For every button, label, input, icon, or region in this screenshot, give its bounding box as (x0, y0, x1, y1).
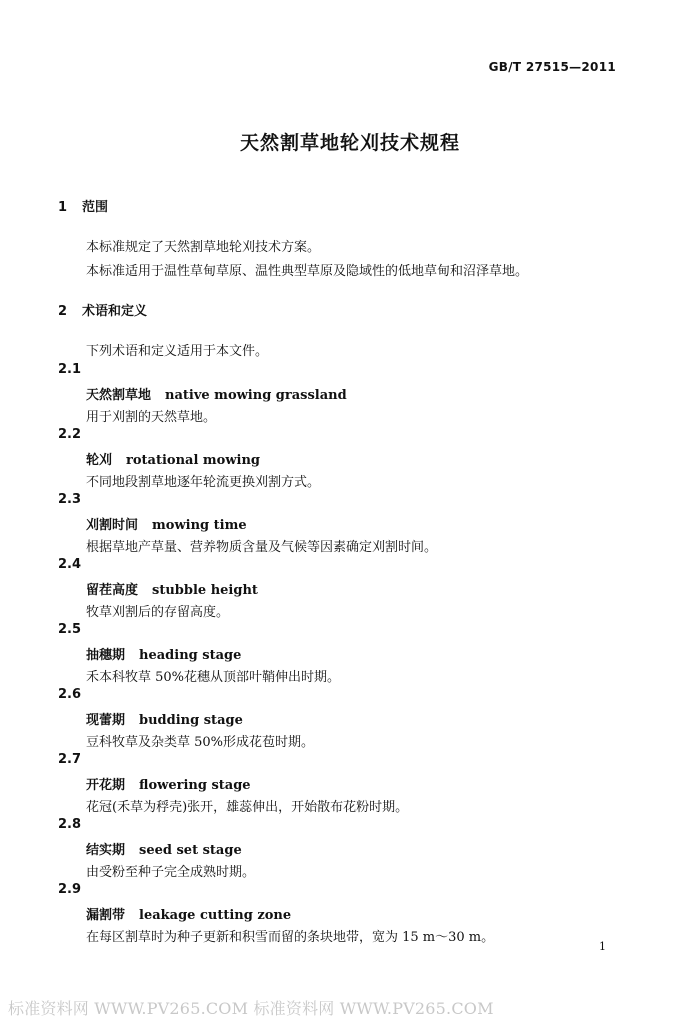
term-english: flowering stage (139, 778, 251, 793)
page-number: 1 (599, 940, 606, 953)
scope-paragraph-2: 本标准适用于温性草甸草原、温性典型草原及隐域性的低地草甸和沼泽草地。 (86, 264, 529, 279)
term-entry (86, 644, 241, 663)
term-entry (86, 774, 251, 793)
definitions-intro: 下列术语和定义适用于本文件。 (86, 344, 269, 359)
term-definition: 不同地段割草地逐年轮流更换刈割方式。 (86, 475, 321, 490)
term-chinese: 轮刈 (86, 453, 113, 468)
term-definition: 在每区割草时为种子更新和积雪而留的条块地带，宽为 15 m～30 m。 (86, 930, 495, 945)
section-title: 范围 (82, 200, 109, 215)
term-definition: 牧草刈割后的存留高度。 (86, 605, 230, 620)
term-definition: 花冠(禾草为稃壳)张开，雄蕊伸出，开始散布花粉时期。 (86, 800, 409, 815)
watermark: 标准资料网 WWW.PV265.COM 标准资料网 WWW.PV265.COM (8, 999, 494, 1018)
term-entry (86, 449, 260, 468)
term-definition: 禾本科牧草 50%花穗从顶部叶鞘伸出时期。 (86, 670, 341, 685)
section-2-heading (58, 300, 147, 319)
term-entry (86, 514, 247, 533)
term-entry (86, 709, 243, 728)
clause-number: 2.2 (58, 427, 82, 442)
term-chinese: 天然割草地 (86, 388, 152, 403)
term-definition: 豆科牧草及杂类草 50%形成花苞时期。 (86, 735, 315, 750)
term-english: leakage cutting zone (139, 908, 292, 923)
term-definition: 用于刈割的天然草地。 (86, 410, 217, 425)
term-english: stubble height (152, 583, 258, 598)
clause-number: 2.1 (58, 362, 82, 377)
term-english: native mowing grassland (165, 388, 347, 403)
term-entry (86, 384, 347, 403)
term-chinese: 刈割时间 (86, 518, 139, 533)
term-definition: 由受粉至种子完全成熟时期。 (86, 865, 256, 880)
term-entry (86, 579, 258, 598)
section-title: 术语和定义 (82, 304, 148, 319)
term-entry (86, 904, 291, 923)
section-number: 1 (58, 200, 68, 215)
term-english: seed set stage (139, 843, 242, 858)
term-chinese: 漏割带 (86, 908, 126, 923)
document-title: 天然割草地轮刈技术规程 (239, 132, 460, 154)
term-entry (86, 839, 242, 858)
clause-number: 2.9 (58, 882, 82, 897)
term-chinese: 开花期 (86, 778, 126, 793)
clause-number: 2.5 (58, 622, 82, 637)
clause-number: 2.4 (58, 557, 82, 572)
term-chinese: 结实期 (86, 843, 126, 858)
term-english: heading stage (139, 648, 242, 663)
term-chinese: 留茬高度 (86, 583, 139, 598)
clause-number: 2.7 (58, 752, 82, 767)
standard-code: GB/T 27515—2011 (488, 60, 616, 74)
clause-number: 2.8 (58, 817, 82, 832)
clause-number: 2.6 (58, 687, 82, 702)
term-chinese: 现蕾期 (86, 713, 126, 728)
section-1-heading (58, 196, 108, 215)
scope-paragraph-1: 本标准规定了天然割草地轮刈技术方案。 (86, 240, 321, 255)
term-english: rotational mowing (126, 453, 261, 468)
term-definition: 根据草地产草量、营养物质含量及气候等因素确定刈割时间。 (86, 540, 438, 555)
term-english: mowing time (152, 518, 247, 533)
section-number: 2 (58, 304, 68, 319)
clause-number: 2.3 (58, 492, 82, 507)
term-chinese: 抽穗期 (86, 648, 126, 663)
term-english: budding stage (139, 713, 243, 728)
